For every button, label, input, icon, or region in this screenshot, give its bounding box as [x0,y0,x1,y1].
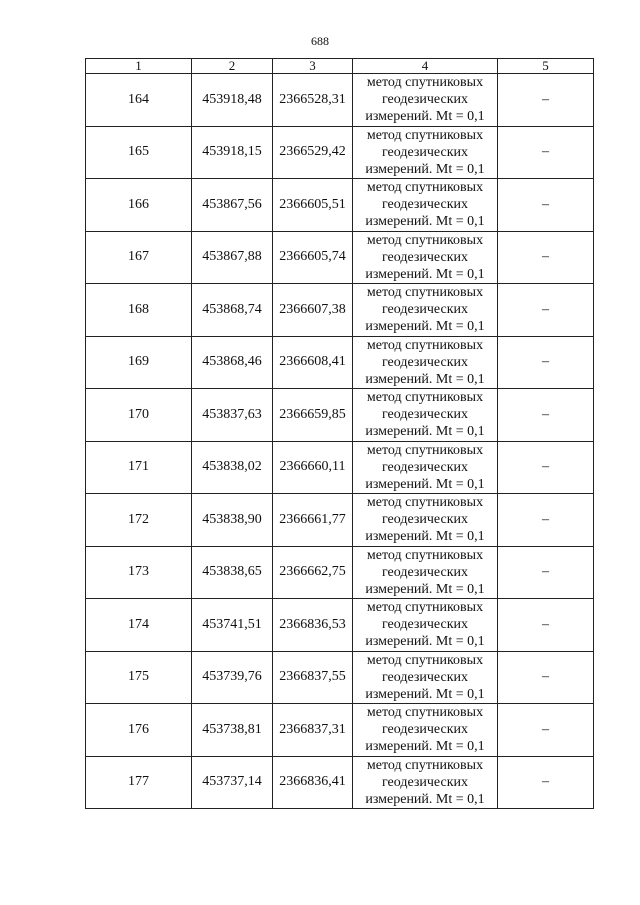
coordinate-x: 453739,76 [192,651,273,704]
point-number: 169 [86,336,192,389]
method-line: измерений. Mt = 0,1 [365,214,485,230]
point-number: 171 [86,441,192,494]
point-number: 164 [86,74,192,127]
point-number: 166 [86,179,192,232]
column-header-4: 4 [353,59,498,74]
method-line: геодезических [381,459,468,475]
coordinate-x: 453838,90 [192,494,273,547]
coordinate-y: 2366661,77 [273,494,353,547]
table-row [86,494,594,547]
note-cell: – [498,126,594,179]
method-line: измерений. Mt = 0,1 [365,424,485,440]
method-line: геодезических [381,617,468,633]
note-cell: – [498,494,594,547]
method-line: измерений. Mt = 0,1 [365,791,485,807]
method-line: измерений. Mt = 0,1 [365,634,485,650]
method-line: метод спутниковых [366,600,484,616]
method-line: измерений. Mt = 0,1 [365,319,485,335]
coordinate-y: 2366662,75 [273,546,353,599]
method-line: геодезических [381,407,468,423]
method-line: геодезических [381,354,468,370]
method-description [353,704,498,757]
method-line: геодезических [381,302,468,318]
table-row [86,336,594,389]
method-line: геодезических [381,197,468,213]
method-line: измерений. Mt = 0,1 [365,476,485,492]
note-cell: – [498,389,594,442]
method-line: геодезических [381,774,468,790]
coordinate-x: 453737,14 [192,756,273,809]
point-number: 175 [86,651,192,704]
note-cell: – [498,441,594,494]
method-line: измерений. Mt = 0,1 [365,266,485,282]
method-line: метод спутниковых [366,390,484,406]
method-line: метод спутниковых [366,285,484,301]
method-description [353,389,498,442]
column-header-5: 5 [498,59,594,74]
coordinate-x: 453741,51 [192,599,273,652]
method-line: измерений. Mt = 0,1 [365,739,485,755]
method-line: измерений. Mt = 0,1 [365,371,485,387]
table-row [86,756,594,809]
method-line: геодезических [381,144,468,160]
note-cell: – [498,651,594,704]
point-number: 165 [86,126,192,179]
point-number: 174 [86,599,192,652]
method-line: геодезических [381,92,468,108]
method-line: измерений. Mt = 0,1 [365,529,485,545]
method-line: измерений. Mt = 0,1 [365,161,485,177]
coordinate-y: 2366529,42 [273,126,353,179]
coordinate-x: 453837,63 [192,389,273,442]
table-row [86,284,594,337]
method-line: измерений. Mt = 0,1 [365,686,485,702]
table-row [86,599,594,652]
point-number: 170 [86,389,192,442]
coordinate-y: 2366836,41 [273,756,353,809]
method-line: метод спутниковых [366,442,484,458]
method-line: метод спутниковых [366,75,484,91]
table-row [86,704,594,757]
note-cell: – [498,546,594,599]
note-cell: – [498,599,594,652]
note-cell: – [498,336,594,389]
method-line: измерений. Mt = 0,1 [365,109,485,125]
coordinate-x: 453918,15 [192,126,273,179]
method-description [353,179,498,232]
header-row [86,59,594,74]
coordinate-y: 2366659,85 [273,389,353,442]
table-row [86,179,594,232]
column-header-2: 2 [192,59,273,74]
method-line: метод спутниковых [366,547,484,563]
method-description [353,494,498,547]
coordinate-x: 453738,81 [192,704,273,757]
method-description [353,284,498,337]
method-line: геодезических [381,564,468,580]
method-line: метод спутниковых [366,652,484,668]
method-description [353,599,498,652]
table-row [86,126,594,179]
coordinate-y: 2366608,41 [273,336,353,389]
coordinate-y: 2366528,31 [273,74,353,127]
note-cell: – [498,756,594,809]
method-description [353,126,498,179]
column-header-3: 3 [273,59,353,74]
table-row [86,389,594,442]
coordinate-x: 453868,46 [192,336,273,389]
note-cell: – [498,74,594,127]
coordinate-y: 2366837,55 [273,651,353,704]
method-line: метод спутниковых [366,127,484,143]
method-description [353,651,498,704]
page-number: 688 [311,34,329,48]
method-line: метод спутниковых [366,757,484,773]
method-line: метод спутниковых [366,232,484,248]
method-line: измерений. Mt = 0,1 [365,581,485,597]
method-description [353,231,498,284]
coordinate-x: 453867,88 [192,231,273,284]
method-line: метод спутниковых [366,337,484,353]
note-cell: – [498,704,594,757]
method-line: геодезических [381,249,468,265]
point-number: 168 [86,284,192,337]
method-line: геодезических [381,669,468,685]
coordinate-y: 2366836,53 [273,599,353,652]
table-body [86,74,594,809]
coordinate-y: 2366837,31 [273,704,353,757]
method-line: геодезических [381,722,468,738]
method-description [353,74,498,127]
coordinate-y: 2366607,38 [273,284,353,337]
method-line: метод спутниковых [366,495,484,511]
table-row [86,546,594,599]
table-row [86,231,594,284]
coordinate-y: 2366660,11 [273,441,353,494]
coordinate-x: 453868,74 [192,284,273,337]
method-line: геодезических [381,512,468,528]
point-number: 176 [86,704,192,757]
point-number: 173 [86,546,192,599]
point-number: 167 [86,231,192,284]
method-line: метод спутниковых [366,705,484,721]
table-row [86,651,594,704]
method-description [353,441,498,494]
coordinate-y: 2366605,51 [273,179,353,232]
point-number: 172 [86,494,192,547]
table-row [86,441,594,494]
column-header-1: 1 [86,59,192,74]
coordinate-y: 2366605,74 [273,231,353,284]
method-description [353,546,498,599]
note-cell: – [498,231,594,284]
coordinate-x: 453838,65 [192,546,273,599]
note-cell: – [498,284,594,337]
point-number: 177 [86,756,192,809]
coordinate-x: 453838,02 [192,441,273,494]
coordinate-x: 453918,48 [192,74,273,127]
note-cell: – [498,179,594,232]
method-description [353,336,498,389]
method-line: метод спутниковых [366,180,484,196]
coordinate-x: 453867,56 [192,179,273,232]
method-description [353,756,498,809]
coordinates-table [85,58,594,809]
table-row [86,74,594,127]
